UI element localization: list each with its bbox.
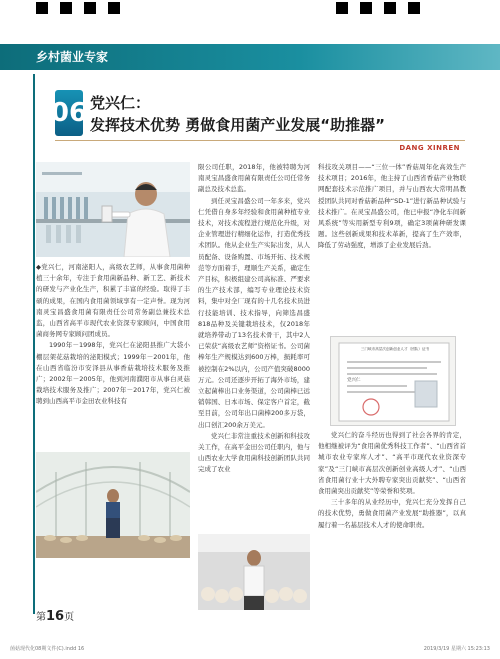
lab-portrait-photo [36, 162, 190, 257]
column-3-paragraph: 三十多年的从业经历中，党兴仁充分发挥自己的技术优势，勇做食用菌产业发展“助推器”，以真履行着一名基层技术人才的使命职责。 [318, 498, 466, 529]
lab-portrait-illustration [36, 162, 190, 257]
page-suffix: 页 [64, 612, 75, 623]
section-banner [0, 44, 500, 70]
column-2-paragraph: 党兴仁非常注重技术创新和科技攻关工作，在高平金田公司任职内，他与山西农业大学食用菌科技创新团队共同完成了农业 [198, 431, 310, 474]
column-2-paragraph: 到任灵宝昌盛公司一年多来，党兴仁凭借自身多年经验和食用菌种植专业技术，对技术流程进行规范化升级，对企业管理进行精细化运作，打造优秀技术团队。他从企业生产实际出发，从人员配备、设备购置、市场开拓、技术规范等方面着手，理顺生产关系，确定生产目标，积极组建公司高标准、严要求的生产技术部，编写专业理论技术资料，集中对全厂现有的十几名技术员进行技能培训、技术指导，向筛选昌盛818品种及关键栽培技术，仅2018年就培养带动了13名技术骨干，其中2人已荣获“高级农艺师”资格证书。公司菌棒年生产规模达到600万棒，损耗率可被控制在2%以内，公司产值突破8000万元。公司还逐步开拓了海外市场，建立起菌棒出口业务渠道，公司菌棒已远销韩国、日本市场、保定客户首定，截至目前，公司年出口菌棒200多万袋，出口创汇200余万美元。 [198, 196, 310, 429]
registration-checker-right [336, 2, 432, 14]
article-number-badge: 06 [55, 90, 83, 136]
page-prefix: 第 [36, 612, 46, 623]
greenhouse-photo [36, 452, 190, 558]
certificate-heading: 三门峡市高层次创新创业人才（团队）证书 [360, 347, 430, 351]
print-marks-bar [0, 0, 500, 18]
article-column-2 [198, 162, 310, 476]
article-column-1 [36, 262, 190, 408]
title-divider [55, 140, 465, 141]
mushroom-inspection-illustration [198, 534, 310, 610]
column-1-paragraph: 1990年－1998年，党兴仁在泌阳县推广大袋小棚层架花菇栽培的泌阳模式；1999年－2001年，他在山西省临汾市安泽县从事香菇栽培技术服务及推广；2002年－2005年，他到河南濮阳市从事白灵菇栽培技术服务及推广；2007年－2017年，党兴仁被聘到山西高平市金田农业科技有 [36, 341, 190, 406]
left-margin-rule [33, 74, 35, 614]
greenhouse-illustration [36, 452, 190, 558]
column-1-paragraph: ◆党兴仁，河南泌阳人，高级农艺师，从事食用菌种植三十余年，专注于食用菌新品种、新工艺、新技术的研发与产业化生产，积累了丰富的经验。取得了丰硕的成果，在国内食用菌领域享有一定声誉。现为河南灵宝昌盛食用菌有限责任公司常务副总兼技术总监，山西省高平市现代农业资深专家顾问，中国食用菌商务网专家顾问团成员。 [36, 263, 190, 339]
article-column-3 [318, 162, 466, 252]
certificate-name: 党兴仁 [347, 378, 361, 383]
mushroom-inspection-photo [198, 534, 310, 610]
section-label: 乡村菌业专家 [36, 50, 109, 64]
article-title-line1: 党兴仁： [90, 94, 151, 112]
print-slug-right: 2019/3/19 星期六 15:23:13 [423, 646, 490, 652]
article-column-3-continued [318, 430, 466, 531]
registration-checker-left [36, 2, 132, 14]
talent-certificate-image [330, 336, 456, 426]
column-3-paragraph: 科技攻关项目——“三位一体”香菇周年化高效生产技术项目；2016年，他主持了山西省香菇产业物联网配套技术示范推广项目，并与山西农大常明昌教授团队共同对香菇新品种“SD-1”进行新品种试验与技术推广。在灵宝昌盛公司，他已申报“净化车间新风系统”等实用新型专利9项，确定3项菌种研发课题。这些创新成果和技术革新，提高了生产效率，降低了劳动强度，增添了企业发展后劲。 [318, 163, 466, 250]
article-title-line2: 发挥技术优势 勇做食用菌产业发展“助推器” [90, 116, 385, 134]
column-2-paragraph: 限公司任职，2018年，他被特聘为河南灵宝昌盛食用菌有限责任公司任常务副总及技术总监。 [198, 163, 310, 194]
page-number [36, 608, 74, 624]
page-number-value: 16 [46, 609, 65, 624]
article-byline: DANG XINREN [399, 144, 460, 152]
column-3-paragraph: 党兴仁的奋斗经历也得到了社会各界的肯定，他相继被评为“食用菌优秀科技工作者”、“山西省首城市农业专家库人才”、“高平市现代农业资深专家”及“三门峡市高层次创新创业高级人才”、“山西省食用菌行业十大外聘专家突出贡献奖”、“山西省食用菌突出贡献奖”等荣誉和奖项。 [318, 431, 466, 496]
print-slug-left: 菌菇现代化08期文件(C).indd 16 [10, 646, 85, 652]
